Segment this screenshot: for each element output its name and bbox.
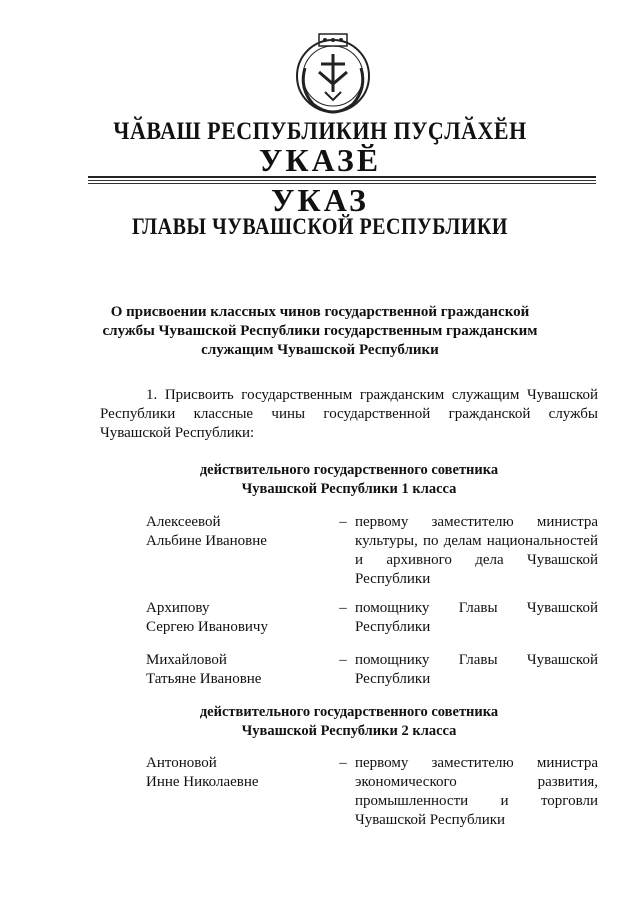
decree-subject [100,303,540,360]
class-rank-line: действительного государственного советника [199,704,499,720]
class-rank-heading [100,461,598,499]
appointee-name [146,754,326,792]
class-rank-line: действительного государственного советника [199,462,499,478]
class-rank-line: Чувашской Республики 1 класса [241,481,457,497]
name-line: Инне Николаевне [146,774,259,790]
header-decree-title: УКАЗ [271,182,369,218]
name-line: Альбине Ивановне [146,533,267,549]
appointee-name [146,513,326,551]
subject-line: О присвоении классных чинов государственной гражданской [110,304,530,320]
name-line: Сергею Ивановичу [146,619,268,635]
name-line: Алексеевой [146,514,221,530]
dash-separator: – [339,514,347,530]
appointee-position: первому заместителю министра экономического развития, промышленности и торговли Чувашской Республики [355,755,598,828]
name-line: Татьяне Ивановне [146,671,262,687]
class-rank-line: Чувашской Республики 2 класса [241,723,457,739]
header-issuer: ГЛАВЫ ЧУВАШСКОЙ РЕСПУБЛИКИ [132,214,508,240]
appointee-name [146,651,326,689]
dash-separator: – [339,652,347,668]
header-chuvash-decree: УКАЗӖ [258,142,382,178]
appointee-position: первому заместителю министра культуры, по делам национальностей и архивного дела Чувашской Республики [355,514,598,587]
appointee-position: помощнику Главы Чувашской Республики [355,600,598,635]
decree-paragraph: 1. Присвоить государственным гражданским служащим Чувашской Республики классные чины государственной гражданской службы Чувашской Республики: [100,387,598,441]
name-line: Архипову [146,600,210,616]
name-line: Антоновой [146,755,217,771]
appointee-position: помощнику Главы Чувашской Республики [355,652,598,687]
header-chuvash-title: ЧӐВАШ РЕСПУБЛИКИН ПУҪЛӐХӖН [113,116,527,145]
class-rank-heading [100,703,598,741]
appointee-name [146,599,326,637]
dash-separator: – [339,600,347,616]
subject-line: служащим Чувашской Республики [201,342,439,358]
coat-of-arms-emblem [289,28,377,116]
dash-separator: – [339,755,347,771]
subject-line: службы Чувашской Республики государственным гражданским [102,323,538,339]
name-line: Михайловой [146,652,227,668]
